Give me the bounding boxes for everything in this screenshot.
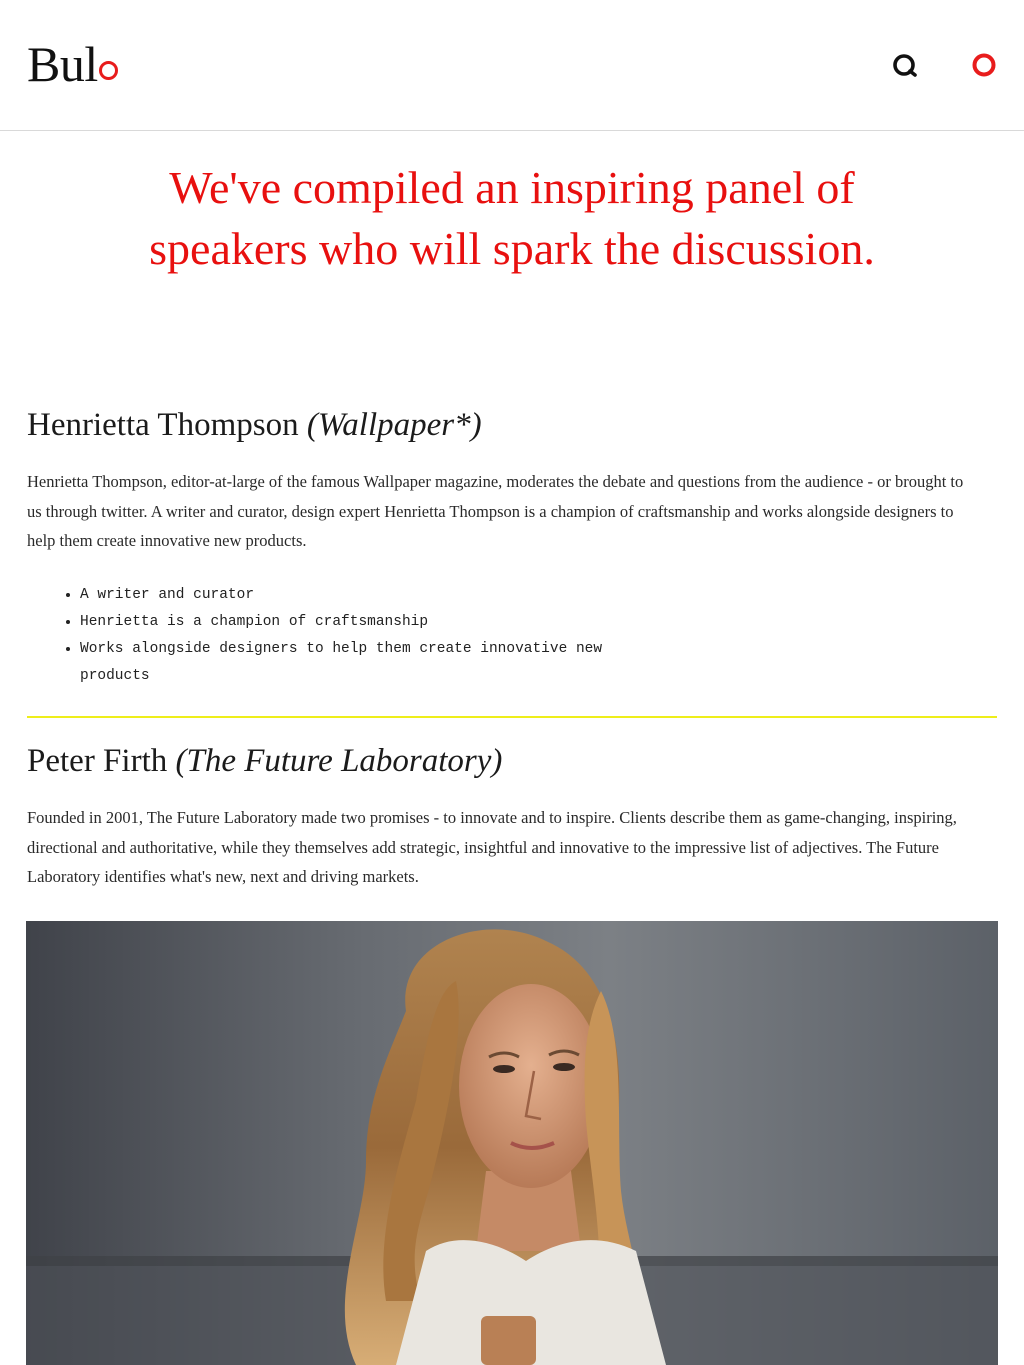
speaker-highlights-list	[55, 582, 680, 690]
logo-text: Bul	[27, 36, 98, 92]
logo-red-o-mark	[99, 61, 118, 80]
speaker-bio-peter: Founded in 2001, The Future Laboratory made two promises - to innovate and to inspire. Clients describe them as game-changing, inspiring, directional and authoritative, while they themselves add strategic, insightful and innovative to the impressive list of adjectives. The Future Laboratory identifies what's new, next and driving markets.	[27, 808, 957, 886]
list-item: • A writer and curator	[80, 582, 680, 609]
speaker-photo	[26, 921, 998, 1365]
section-divider	[27, 716, 997, 718]
speaker-name-peter	[27, 740, 502, 782]
speaker-organization: (Wallpaper*)	[306, 407, 482, 443]
speaker-name-text: Henrietta Thompson	[27, 407, 299, 443]
menu-button[interactable]	[969, 50, 999, 80]
speaker-bio-henrietta: Henrietta Thompson, editor-at-large of the famous Wallpaper magazine, moderates the debate and questions from the audience - or brought to us through twitter. A writer and curator, design expert Henrietta Thompson is a champion of craftsmanship and works alongside designers to help them create innovative new products.	[27, 472, 964, 550]
search-icon	[890, 50, 920, 80]
site-header	[0, 0, 1024, 131]
speaker-organization: (The Future Laboratory)	[175, 743, 503, 779]
site-logo[interactable]	[27, 32, 118, 96]
circle-menu-icon	[969, 50, 999, 80]
search-button[interactable]	[890, 50, 920, 80]
list-item: • Henrietta is a champion of craftsmanship	[80, 609, 680, 636]
speaker-portrait-illustration	[26, 921, 998, 1365]
speaker-name-text: Peter Firth	[27, 743, 168, 779]
list-item: • Works alongside designers to help them create innovative new products	[80, 636, 680, 690]
speaker-name-henrietta	[27, 404, 482, 446]
intro-headline: We've compiled an inspiring panel of speakers who will spark the discussion.	[149, 162, 875, 274]
